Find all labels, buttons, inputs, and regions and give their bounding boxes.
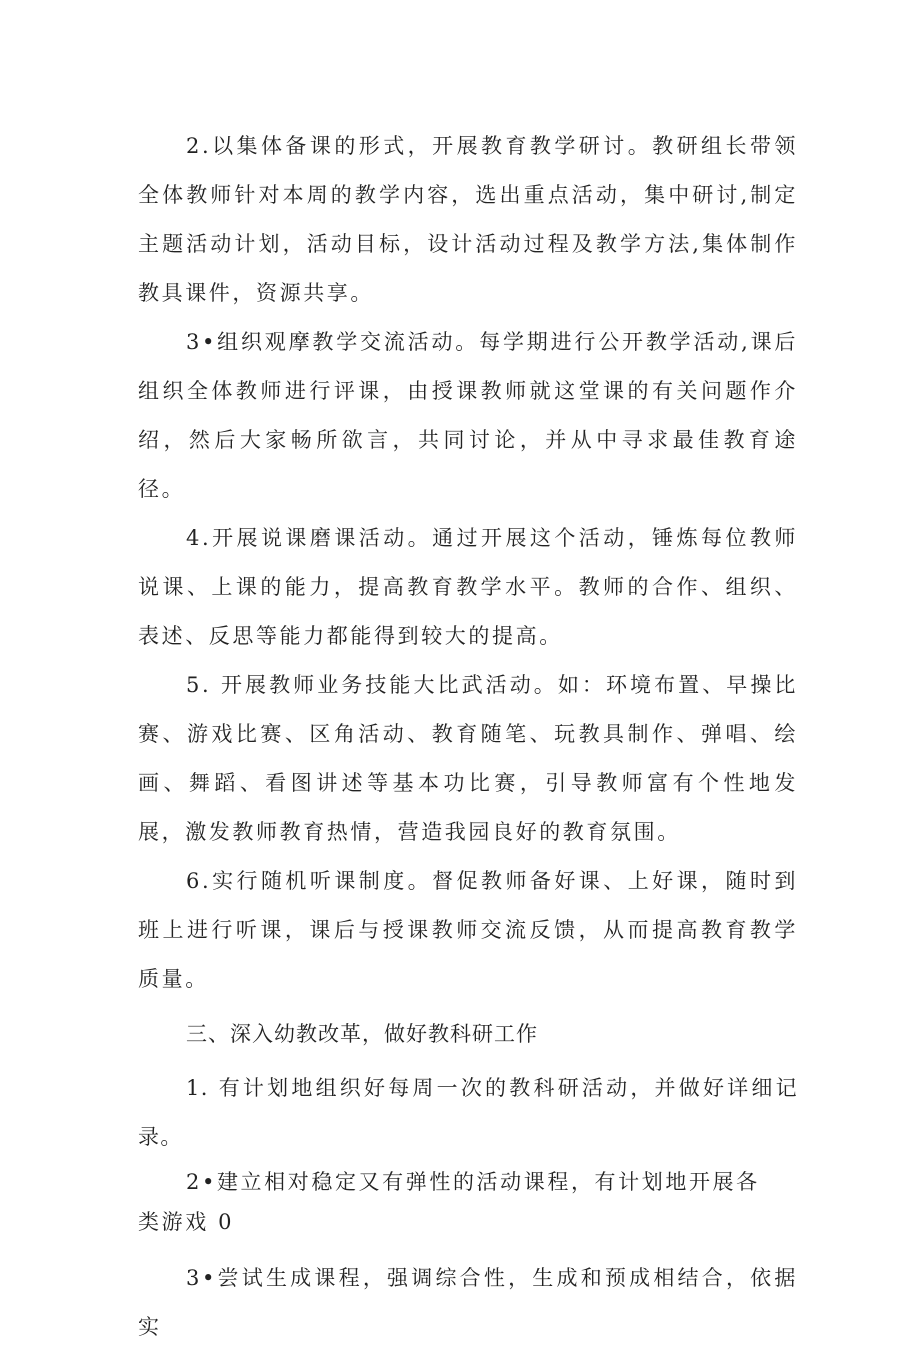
paragraph-item-4: 4.开展说课磨课活动。通过开展这个活动，锤炼每位教师说课、上课的能力，提高教育教学水平。教师的合作、组织、表述、反思等能力都能得到较大的提高。: [138, 526, 798, 648]
paragraph-research-2-continued: 类游戏 0: [138, 1210, 235, 1234]
section-heading: 三、深入幼教改革，做好教科研工作: [186, 1022, 538, 1046]
paragraph-research-1: 1. 有计划地组织好每周一次的教科研活动，并做好详细记录。: [138, 1076, 798, 1149]
paragraph-research-3: 3•尝试生成课程，强调综合性，生成和预成相结合，依据实: [138, 1266, 798, 1339]
paragraph-item-3: 3•组织观摩教学交流活动。每学期进行公开教学活动,课后组织全体教师进行评课，由授课教师就这堂课的有关问题作介绍，然后大家畅所欲言，共同讨论，并从中寻求最佳教育途径。: [138, 330, 798, 501]
paragraph-item-5: 5. 开展教师业务技能大比武活动。如：环境布置、早操比赛、游戏比赛、区角活动、教育随笔、玩教具制作、弹唱、绘画、舞蹈、看图讲述等基本功比赛，引导教师富有个性地发展，激发教师教育热情，营造我园良好的教育氛围。: [138, 673, 798, 844]
paragraph-item-2: 2.以集体备课的形式，开展教育教学研讨。教研组长带领全体教师针对本周的教学内容，选出重点活动，集中研讨,制定主题活动计划，活动目标，设计活动过程及教学方法,集体制作教具课件，资源共享。: [138, 134, 798, 305]
paragraph-research-2: 2•建立相对稳定又有弹性的活动课程，有计划地开展各: [186, 1170, 760, 1194]
paragraph-item-6: 6.实行随机听课制度。督促教师备好课、上好课，随时到班上进行听课，课后与授课教师交流反馈，从而提高教育教学质量。: [138, 869, 798, 991]
document-body: [138, 122, 798, 1352]
